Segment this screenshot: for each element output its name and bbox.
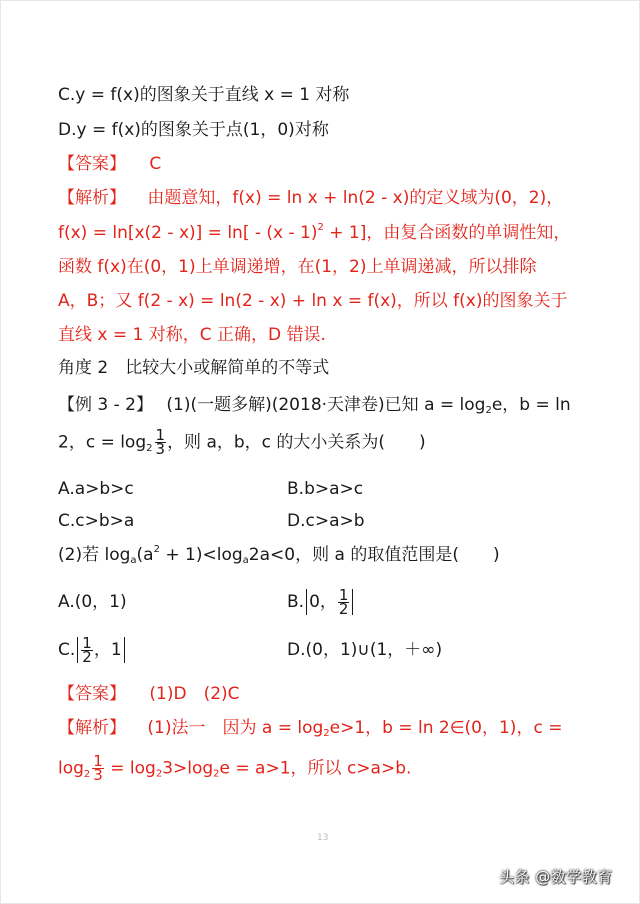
options-row-3 bbox=[58, 587, 578, 617]
fraction bbox=[155, 426, 167, 458]
analysis-text: (1)法一 因为 a = log bbox=[147, 718, 324, 738]
analysis-line-4 bbox=[58, 288, 568, 314]
section-heading-text: 角度 2 比较大小或解简单的不等式 bbox=[58, 358, 330, 378]
answer-tag: 【答案】 bbox=[58, 684, 126, 704]
fraction-denominator: 2 bbox=[338, 599, 349, 618]
analysis-text: e = a>1，所以 c>a>b. bbox=[219, 758, 412, 779]
option-d: D.c>a>b bbox=[287, 511, 365, 531]
answer-line-1 bbox=[58, 151, 161, 177]
analysis-line-7 bbox=[58, 752, 412, 784]
interval-bracket-left bbox=[77, 637, 78, 663]
fraction-denominator: 2 bbox=[82, 647, 92, 666]
analysis-text: log bbox=[58, 758, 84, 779]
question-text: 2a<0，则 a 的取值范围是( ) bbox=[248, 545, 500, 565]
question-text: (2)若 log bbox=[58, 545, 131, 565]
option-c-line bbox=[58, 82, 349, 108]
log-base: 2 bbox=[155, 768, 163, 780]
analysis-text: 3>log bbox=[162, 758, 214, 779]
page-number: 13 bbox=[317, 833, 329, 843]
fraction bbox=[81, 633, 93, 666]
options-row-4 bbox=[58, 635, 578, 665]
fraction bbox=[338, 585, 350, 618]
question-text: + 1)<log bbox=[159, 545, 243, 565]
analysis-text: e>1，b = ln 2∈(0，1)，c = bbox=[329, 718, 563, 738]
option-d-text: D.y = f(x)的图象关于点(1，0)对称 bbox=[58, 120, 329, 140]
option-label: B. bbox=[287, 592, 305, 612]
fraction-numerator: 1 bbox=[155, 426, 166, 444]
example-text: ，则 a，b，c 的大小关系为( ) bbox=[167, 432, 426, 453]
fraction-denominator: 3 bbox=[155, 440, 166, 458]
analysis-text: + 1]，由复合函数的单调性知， bbox=[323, 223, 571, 243]
section-heading bbox=[58, 355, 329, 381]
option-text: 0， bbox=[309, 592, 337, 612]
option-b: B.b>a>c bbox=[287, 479, 364, 499]
answer-tag: 【答案】 bbox=[58, 154, 126, 174]
example-text: (1)(一题多解)(2018·天津卷)已知 a = log bbox=[166, 395, 486, 415]
option-a: A.(0，1) bbox=[58, 592, 127, 612]
watermark: 头条 @数学教育 bbox=[499, 868, 613, 886]
answer-line-2 bbox=[58, 681, 240, 707]
option-d: D.(0，1)∪(1，＋∞) bbox=[287, 640, 443, 660]
log-base: a bbox=[242, 555, 249, 566]
example-text: 2，c = log bbox=[58, 432, 147, 453]
option-d-line bbox=[58, 117, 329, 143]
fraction-numerator: 1 bbox=[338, 585, 349, 604]
interval-bracket-right bbox=[352, 589, 353, 615]
option-b bbox=[287, 587, 355, 617]
interval-bracket-left bbox=[306, 589, 307, 615]
analysis-text: 函数 f(x)在(0，1)上单调递增，在(1，2)上单调递减，所以排除 bbox=[58, 257, 537, 277]
log-base: 2 bbox=[146, 442, 153, 454]
example-tag: 【例 3 - 2】 bbox=[58, 395, 153, 415]
example-line-1 bbox=[58, 392, 571, 418]
analysis-text: f(x) = ln[x(2 - x)] = ln[ - (x - 1) bbox=[58, 223, 318, 243]
option-c bbox=[58, 633, 127, 666]
fraction-numerator: 1 bbox=[82, 633, 92, 652]
analysis-line-1 bbox=[58, 185, 563, 211]
analysis-line-2 bbox=[58, 220, 570, 246]
answer-value: C bbox=[149, 154, 162, 174]
interval-bracket-right bbox=[124, 637, 125, 663]
log-base: 2 bbox=[485, 405, 492, 416]
exponent: 2 bbox=[317, 222, 324, 233]
fraction bbox=[92, 752, 104, 784]
options-row-1 bbox=[58, 476, 578, 502]
exponent: 2 bbox=[153, 544, 160, 555]
analysis-text: 由题意知，f(x) = ln x + ln(2 - x)的定义域为(0，2)， bbox=[147, 188, 564, 208]
fraction-numerator: 1 bbox=[93, 752, 103, 770]
option-label: C. bbox=[58, 640, 76, 660]
log-base: 2 bbox=[213, 768, 220, 780]
analysis-text: 直线 x = 1 对称，C 正确，D 错误. bbox=[58, 325, 326, 345]
log-base: 2 bbox=[83, 768, 91, 780]
options-row-2 bbox=[58, 508, 578, 534]
option-c-text: C.y = f(x)的图象关于直线 x = 1 对称 bbox=[58, 85, 350, 105]
analysis-tag: 【解析】 bbox=[58, 718, 126, 738]
question-2-line bbox=[58, 542, 500, 568]
option-c: C.c>b>a bbox=[58, 511, 135, 531]
analysis-line-5 bbox=[58, 322, 326, 348]
answer-value: (1)D (2)C bbox=[149, 684, 240, 704]
log-base: 2 bbox=[323, 728, 330, 739]
analysis-text: = log bbox=[104, 758, 156, 779]
log-base: a bbox=[130, 555, 137, 566]
analysis-tag: 【解析】 bbox=[58, 188, 126, 208]
option-a: A.a>b>c bbox=[58, 479, 134, 499]
analysis-line-3 bbox=[58, 254, 537, 280]
analysis-line-6 bbox=[58, 715, 562, 741]
option-text: ，1 bbox=[93, 640, 122, 660]
fraction-denominator: 3 bbox=[93, 766, 103, 784]
question-text: (a bbox=[136, 545, 154, 565]
example-text: e，b = ln bbox=[491, 395, 571, 415]
analysis-text: A，B；又 f(2 - x) = ln(2 - x) + ln x = f(x)，所以 f(x)的图象关于 bbox=[58, 291, 568, 311]
example-line-2 bbox=[58, 426, 426, 458]
